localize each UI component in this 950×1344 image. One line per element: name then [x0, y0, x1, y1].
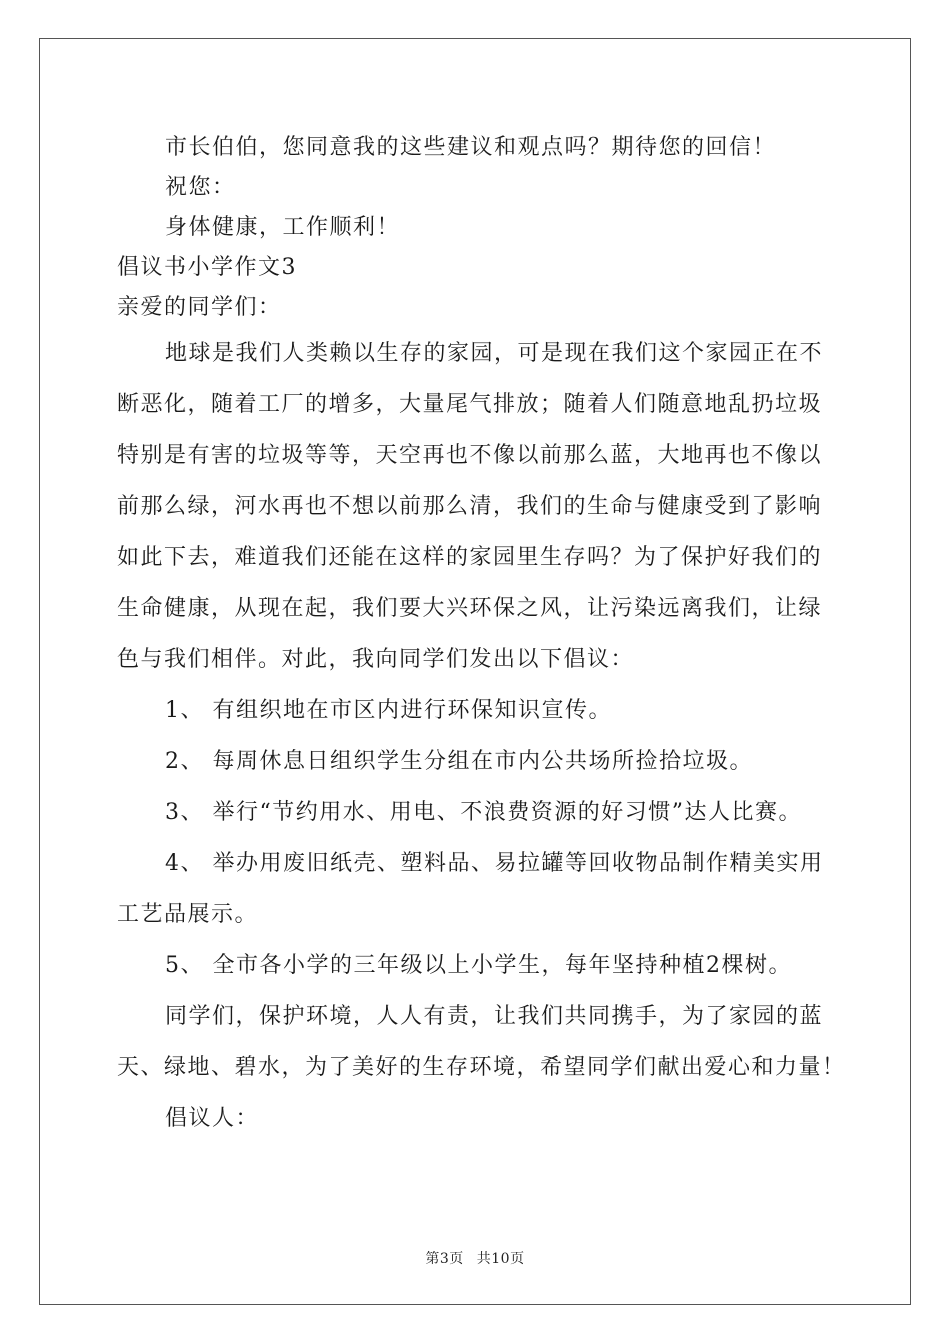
closing-question: 市长伯伯，您同意我的这些建议和观点吗？期待您的回信！	[165, 135, 777, 160]
closing-appeal: 同学们，保护环境，人人有责，让我们共同携手，为了家园的蓝	[165, 1004, 824, 1029]
body-line: 地球是我们人类赖以生存的家园，可是现在我们这个家园正在不	[165, 341, 824, 366]
proposal-item-2: 2、 每周休息日组织学生分组在市内公共场所捡拾垃圾。	[165, 749, 753, 774]
proposal-item-5: 5、 全市各小学的三年级以上小学生，每年坚持种植2棵树。	[165, 953, 792, 978]
proposal-item-3: 3、 举行“节约用水、用电、不浪费资源的好习惯”达人比赛。	[165, 800, 802, 825]
proposal-item-1: 1、 有组织地在市区内进行环保知识宣传。	[165, 698, 612, 723]
proposal-item-4-cont: 工艺品展示。	[117, 902, 259, 927]
body-line: 前那么绿，河水再也不想以前那么清，我们的生命与健康受到了影响	[117, 494, 823, 519]
proposal-item-4: 4、 举办用废旧纸壳、塑料品、易拉罐等回收物品制作精美实用	[165, 851, 824, 876]
page-number: 第3页	[425, 1251, 464, 1267]
body-line: 断恶化，随着工厂的增多，大量尾气排放；随着人们随意地乱扔垃圾	[117, 392, 823, 417]
document-content	[117, 128, 846, 1144]
closing-appeal-cont: 天、绿地、碧水，为了美好的生存环境，希望同学们献出爱心和力量！	[117, 1055, 846, 1080]
page-footer	[0, 1248, 950, 1268]
essay-body	[117, 328, 846, 1144]
closing-wish: 身体健康，工作顺利！	[165, 215, 401, 240]
body-line: 生命健康，从现在起，我们要大兴环保之风，让污染远离我们，让绿	[117, 596, 823, 621]
body-line: 如此下去，难道我们还能在这样的家园里生存吗？为了保护好我们的	[117, 545, 823, 570]
salutation: 亲爱的同学们：	[117, 295, 282, 320]
letter-closing	[117, 128, 837, 248]
closing-greeting: 祝您：	[165, 175, 236, 200]
page-total: 共10页	[476, 1251, 525, 1267]
body-line: 色与我们相伴。对此，我向同学们发出以下倡议：	[117, 647, 635, 672]
signature-label: 倡议人：	[165, 1106, 260, 1131]
body-line: 特别是有害的垃圾等等，天空再也不像以前那么蓝，大地再也不像以	[117, 443, 823, 468]
essay-title: 倡议书小学作文3	[117, 255, 297, 280]
